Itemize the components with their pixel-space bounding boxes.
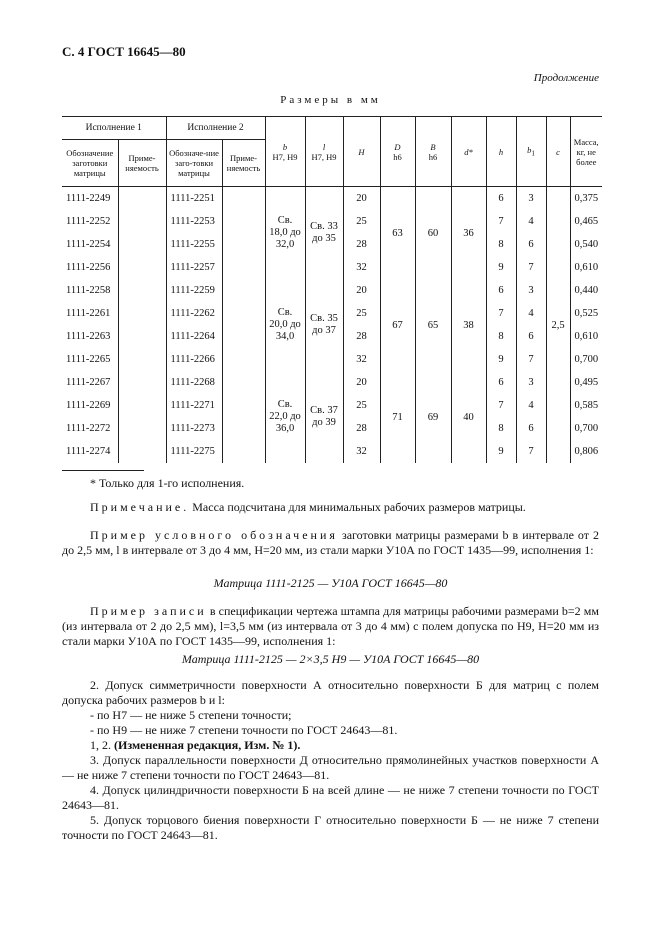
D-value: 67 (380, 279, 415, 371)
b1-value: 4 (516, 394, 546, 417)
D-header: D h6 (380, 117, 415, 187)
applicability-exec1 (118, 325, 166, 348)
H-value: 20 (343, 371, 380, 394)
paragraph-2a: - по H7 — не ниже 5 степени точности; (90, 708, 292, 722)
designation-exec2: 1111-2251 (166, 187, 222, 211)
applicability-exec2 (222, 371, 265, 394)
b1-value: 4 (516, 210, 546, 233)
example2-formula: Матрица 1111-2125 — 2×3,5 H9 — У10А ГОСТ 16645—80 (181, 652, 480, 666)
H-value: 25 (343, 302, 380, 325)
h-value: 9 (486, 440, 516, 463)
mass-value: 0,440 (570, 279, 602, 302)
applicability-exec1 (118, 210, 166, 233)
designation-exec1: 1111-2267 (62, 371, 118, 394)
B-value: 65 (415, 279, 451, 371)
applicability-exec1 (118, 256, 166, 279)
h-value: 7 (486, 302, 516, 325)
l-range: Св. 37 до 39 (305, 371, 343, 463)
amendment-note: 1, 2. (Измененная редакция, Изм. № 1). (90, 738, 301, 752)
note: Примечание. Масса подсчитана для минимальных рабочих размеров матрицы. (90, 500, 526, 514)
designation-exec1: 1111-2274 (62, 440, 118, 463)
b1-value: 3 (516, 187, 546, 211)
mass-value: 0,806 (570, 440, 602, 463)
designation-exec1: 1111-2263 (62, 325, 118, 348)
b1-value: 6 (516, 233, 546, 256)
b-header: b H7, H9 (265, 117, 305, 187)
applicability-exec1 (118, 187, 166, 211)
designation-exec2: 1111-2255 (166, 233, 222, 256)
applicability-exec1 (118, 417, 166, 440)
mass-value: 0,700 (570, 348, 602, 371)
designation-exec2: 1111-2266 (166, 348, 222, 371)
mass-value: 0,610 (570, 256, 602, 279)
h-value: 9 (486, 256, 516, 279)
H-value: 20 (343, 187, 380, 211)
d-value: 36 (451, 187, 486, 280)
applicability2-header: Приме-няемость (222, 140, 265, 187)
paragraph-5: 5. Допуск торцового биения поверхности Г относительно поверхности Б — не ниже 7 степени точности по ГОСТ 24643—81. (62, 813, 599, 842)
example1-formula: Матрица 1111-2125 — У10А ГОСТ 16645—80 (213, 576, 448, 590)
B-value: 60 (415, 187, 451, 280)
applicability-exec2 (222, 256, 265, 279)
applicability-exec1 (118, 440, 166, 463)
b1-value: 3 (516, 279, 546, 302)
mass-header: Масса, кг, не более (570, 117, 602, 187)
mass-value: 0,540 (570, 233, 602, 256)
H-value: 32 (343, 348, 380, 371)
H-value: 28 (343, 325, 380, 348)
mass-value: 0,465 (570, 210, 602, 233)
designation-exec1: 1111-2261 (62, 302, 118, 325)
applicability-exec2 (222, 210, 265, 233)
h-value: 6 (486, 279, 516, 302)
b1-value: 7 (516, 256, 546, 279)
applicability-exec2 (222, 348, 265, 371)
l-range: Св. 33 до 35 (305, 187, 343, 280)
D-value: 63 (380, 187, 415, 280)
applicability-exec2 (222, 417, 265, 440)
designation-exec2: 1111-2268 (166, 371, 222, 394)
footnote: * Только для 1-го исполнения. (90, 476, 245, 490)
mass-value: 0,700 (570, 417, 602, 440)
applicability-exec1 (118, 233, 166, 256)
h-value: 7 (486, 210, 516, 233)
footnote-rule (62, 470, 144, 471)
example1: Пример условного обозначения заготовки матрицы размерами b в интервале от 2 до 2,5 мм, l в интервале от 3 до 4 мм, H=20 мм, из стали марки У10А по ГОСТ 1435—99, исполнения 1: (62, 528, 600, 557)
H-value: 20 (343, 279, 380, 302)
table-row (62, 187, 602, 211)
d-header: d* (451, 117, 486, 187)
table-row (62, 279, 602, 302)
b-range: Св. 22,0 до 36,0 (265, 371, 305, 463)
b1-value: 3 (516, 371, 546, 394)
l-range: Св. 35 до 37 (305, 279, 343, 371)
b1-value: 6 (516, 325, 546, 348)
table-body (62, 187, 602, 464)
page-header: С. 4 ГОСТ 16645—80 (62, 44, 186, 59)
h-value: 8 (486, 233, 516, 256)
designation-exec1: 1111-2256 (62, 256, 118, 279)
mass-value: 0,525 (570, 302, 602, 325)
designation-exec1: 1111-2254 (62, 233, 118, 256)
designation-exec2: 1111-2257 (166, 256, 222, 279)
designation-exec2: 1111-2273 (166, 417, 222, 440)
applicability-exec1 (118, 394, 166, 417)
H-value: 25 (343, 210, 380, 233)
applicability-exec1 (118, 371, 166, 394)
designation1-header: Обозначение заготовки матрицы (62, 140, 118, 187)
b1-value: 7 (516, 440, 546, 463)
d-value: 40 (451, 371, 486, 463)
designation2-header: Обозначе-ние заго-товки матрицы (166, 140, 222, 187)
paragraph-4: 4. Допуск цилиндричности поверхности Б на всей длине — не ниже 7 степени точности по ГОСТ 24643—81. (62, 783, 599, 812)
mass-value: 0,585 (570, 394, 602, 417)
designation-exec1: 1111-2272 (62, 417, 118, 440)
applicability-exec2 (222, 187, 265, 211)
b1-value: 6 (516, 417, 546, 440)
applicability-exec2 (222, 394, 265, 417)
applicability-exec1 (118, 302, 166, 325)
exec2-header: Исполнение 2 (166, 117, 265, 140)
H-value: 25 (343, 394, 380, 417)
dimensions-table (62, 116, 602, 463)
h-value: 8 (486, 417, 516, 440)
h-value: 8 (486, 325, 516, 348)
applicability-exec2 (222, 302, 265, 325)
applicability-exec1 (118, 279, 166, 302)
continuation-label: Продолжение (533, 72, 599, 84)
B-value: 69 (415, 371, 451, 463)
dimensions-caption: Размеры в мм (280, 94, 381, 106)
D-value: 71 (380, 371, 415, 463)
example2: Пример записи в спецификации чертежа штампа для матрицы рабочими размерами b=2 мм (из интервала от 2 до 2,5 мм), l=3,5 мм (из интервала от 3 до 4 мм) с полем допуска по H9, H=20 мм из стали марки У10А по ГОСТ 1435—99, исполнения 1: (62, 604, 599, 648)
H-value: 28 (343, 233, 380, 256)
c-value: 2,5 (546, 187, 570, 464)
designation-exec2: 1111-2253 (166, 210, 222, 233)
h-value: 6 (486, 371, 516, 394)
b1-header: $b_1$ (516, 117, 546, 187)
applicability-exec2 (222, 325, 265, 348)
paragraph-2: 2. Допуск симметричности поверхности А относительно поверхности Б для матриц с полем допуска рабочих размеров b и l: (62, 678, 599, 707)
H-value: 28 (343, 417, 380, 440)
designation-exec1: 1111-2265 (62, 348, 118, 371)
designation-exec2: 1111-2275 (166, 440, 222, 463)
applicability-exec2 (222, 233, 265, 256)
applicability-exec1 (118, 348, 166, 371)
exec1-header: Исполнение 1 (62, 117, 166, 140)
designation-exec2: 1111-2264 (166, 325, 222, 348)
h-header: h (486, 117, 516, 187)
h-value: 9 (486, 348, 516, 371)
b-range: Св. 18,0 до 32,0 (265, 187, 305, 280)
H-header: H (343, 117, 380, 187)
designation-exec2: 1111-2262 (166, 302, 222, 325)
designation-exec1: 1111-2252 (62, 210, 118, 233)
designation-exec1: 1111-2258 (62, 279, 118, 302)
designation-exec1: 1111-2249 (62, 187, 118, 211)
B-header: B h6 (415, 117, 451, 187)
c-header: c (546, 117, 570, 187)
paragraph-3: 3. Допуск параллельности поверхности Д относительно прямолинейных участков поверхности А — не ниже 7 степени точности по ГОСТ 24643—81. (62, 753, 599, 782)
H-value: 32 (343, 440, 380, 463)
applicability1-header: Приме-няемость (118, 140, 166, 187)
b-range: Св. 20,0 до 34,0 (265, 279, 305, 371)
b1-value: 7 (516, 348, 546, 371)
designation-exec2: 1111-2259 (166, 279, 222, 302)
l-header: l H7, H9 (305, 117, 343, 187)
designation-exec1: 1111-2269 (62, 394, 118, 417)
mass-value: 0,610 (570, 325, 602, 348)
table-row (62, 371, 602, 394)
h-value: 6 (486, 187, 516, 211)
paragraph-2b: - по H9 — не ниже 7 степени точности по ГОСТ 24643—81. (90, 723, 398, 737)
applicability-exec2 (222, 279, 265, 302)
designation-exec2: 1111-2271 (166, 394, 222, 417)
b1-value: 4 (516, 302, 546, 325)
d-value: 38 (451, 279, 486, 371)
h-value: 7 (486, 394, 516, 417)
H-value: 32 (343, 256, 380, 279)
mass-value: 0,375 (570, 187, 602, 211)
applicability-exec2 (222, 440, 265, 463)
mass-value: 0,495 (570, 371, 602, 394)
